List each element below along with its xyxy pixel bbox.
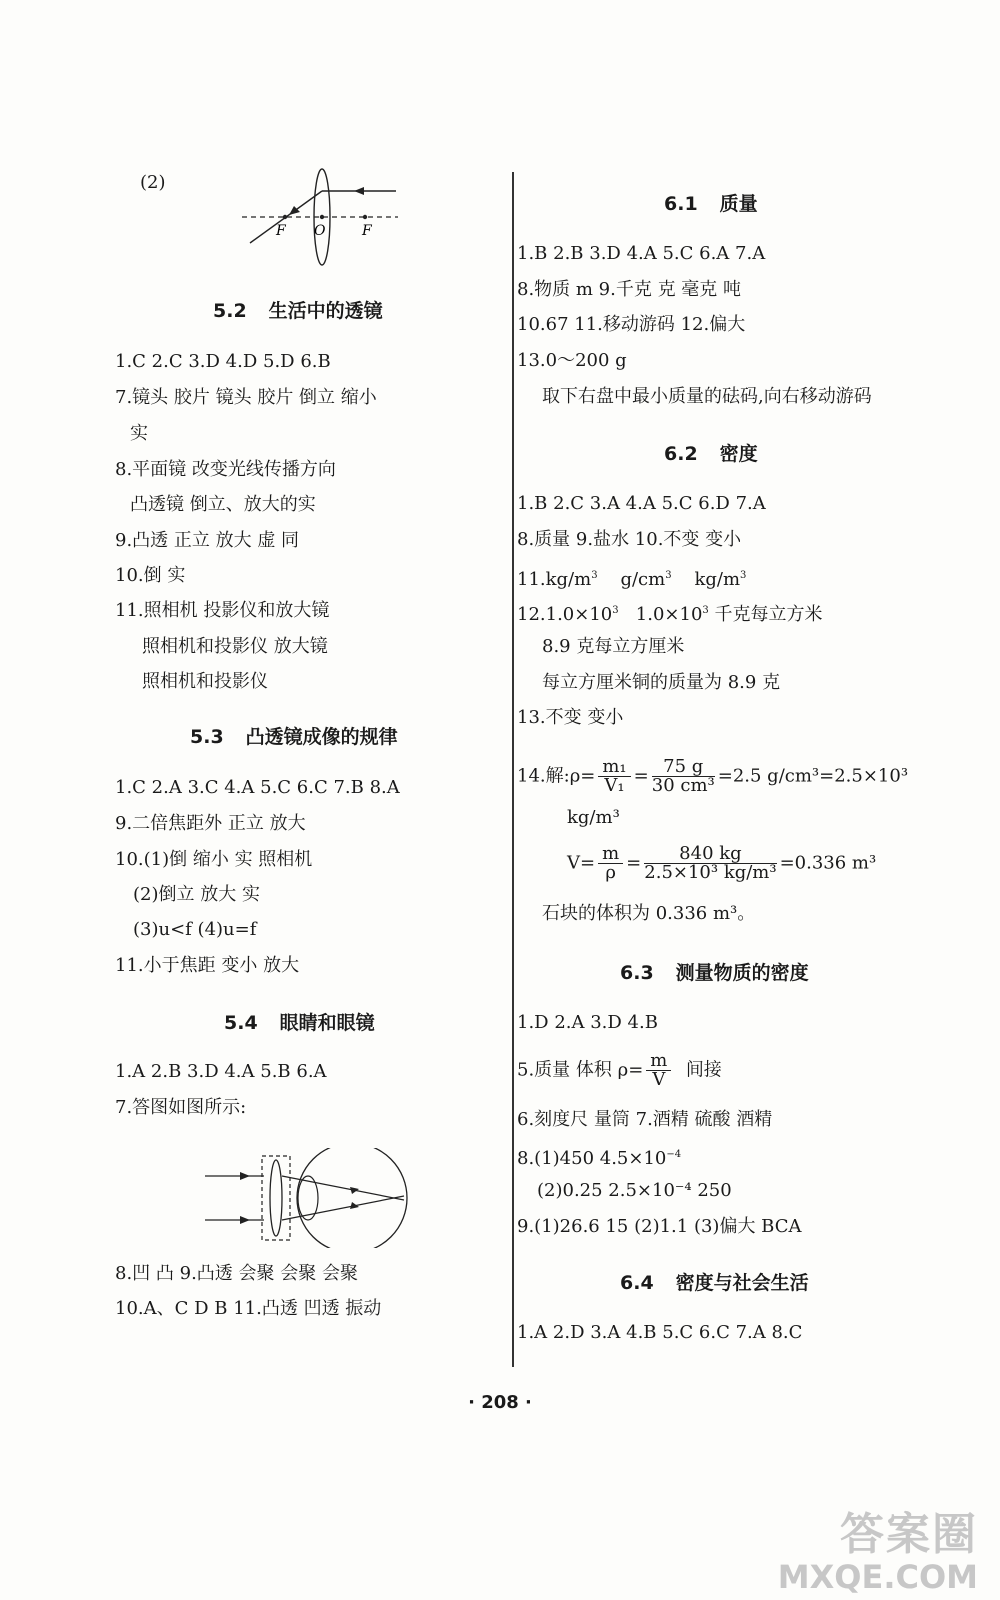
- answer-line: 6.刻度尺 量筒 7.酒精 硫酸 酒精: [517, 1109, 773, 1130]
- answer-line-5: 5.质量 体积 ρ= $\frac{m}{V}$ 间接: [517, 1050, 722, 1090]
- answer-line: 1.B 2.B 3.D 4.A 5.C 6.A 7.A: [517, 243, 766, 264]
- answer-line: 9.二倍焦距外 正立 放大: [115, 813, 306, 834]
- answer-line: 1.D 2.A 3.D 4.B: [517, 1012, 658, 1033]
- answer-line-14-volume: V= $\frac{m}{\rho}$ = $\frac{840 kg}{\text{2.5×10³ kg/m³}}$ =0.336 m³: [567, 843, 877, 883]
- answer-line: 取下右盘中最小质量的砝码,向右移动游码: [542, 386, 872, 407]
- answer-line: 11.小于焦距 变小 放大: [115, 955, 300, 976]
- answer-line: 10.67 11.移动游码 12.偏大: [517, 314, 746, 335]
- answer-line: (2)0.25 2.5×10⁻⁴ 250: [537, 1180, 732, 1201]
- answer-line: 1.C 2.C 3.D 4.D 5.D 6.B: [115, 351, 331, 372]
- section-heading-5-3: 5.3 凸透镜成像的规律: [190, 726, 398, 748]
- answer-line: 7.答图如图所示:: [115, 1097, 247, 1118]
- answer-line: 13.0～200 g: [517, 350, 627, 371]
- answer-line: 9.(1)26.6 15 (2)1.1 (3)偏大 BCA: [517, 1216, 802, 1237]
- answer-line: 8.平面镜 改变光线传播方向: [115, 459, 336, 480]
- answer-line: 1.A 2.D 3.A 4.B 5.C 6.C 7.A 8.C: [517, 1322, 803, 1343]
- answer-line: 1.A 2.B 3.D 4.A 5.B 6.A: [115, 1061, 327, 1082]
- answer-line-8: 8.(1)450 $4.5\times 10^{-4}$: [517, 1148, 682, 1169]
- answer-line: 10.倒 实: [115, 565, 186, 586]
- answer-line: 8.9 克每立方厘米: [542, 636, 685, 657]
- answer-line: 实: [130, 423, 148, 444]
- answer-line-14-unit: kg/m³: [567, 807, 620, 828]
- column-divider: [512, 172, 514, 1367]
- section-heading-6-1: 6.1 质量: [664, 193, 758, 215]
- section-heading-5-2: 5.2 生活中的透镜: [213, 300, 383, 322]
- section-heading-5-4: 5.4 眼睛和眼镜: [224, 1012, 375, 1034]
- answer-line: 1.B 2.C 3.A 4.A 5.C 6.D 7.A: [517, 493, 766, 514]
- answer-line: 凸透镜 倒立、放大的实: [130, 494, 316, 515]
- page-number: · 208 ·: [468, 1392, 532, 1413]
- convex-lens-diagram: [238, 165, 403, 270]
- answer-line: 7.镜头 胶片 镜头 胶片 倒立 缩小: [115, 387, 377, 408]
- answer-line: 8.凹 凸 9.凸透 会聚 会聚 会聚: [115, 1263, 358, 1284]
- answer-line: 1.C 2.A 3.C 4.A 5.C 6.C 7.B 8.A: [115, 777, 400, 798]
- section-heading-6-4: 6.4 密度与社会生活: [620, 1272, 809, 1294]
- eye-with-lens-diagram: [200, 1148, 415, 1248]
- answer-line: 9.凸透 正立 放大 虚 同: [115, 530, 300, 551]
- optical-center-label: O: [314, 223, 326, 239]
- answer-line: 8.物质 m 9.千克 克 毫克 吨: [517, 279, 742, 300]
- answer-line: 8.质量 9.盐水 10.不变 变小: [517, 529, 742, 550]
- focal-point-label: F: [276, 223, 286, 239]
- watermark-logo: 答案圈 MXQE.COM: [777, 1509, 978, 1596]
- answer-line: 11.照相机 投影仪和放大镜: [115, 600, 330, 621]
- answer-line: 照相机和投影仪 放大镜: [142, 636, 328, 657]
- focal-point-label: F: [362, 223, 372, 239]
- answer-line-11: $11.kg/m^3$ $g/cm^3$ $kg/m^3$: [517, 569, 747, 590]
- section-heading-6-3: 6.3 测量物质的密度: [620, 962, 809, 984]
- answer-line: 10.A、C D B 11.凸透 凹透 振动: [115, 1298, 382, 1319]
- answer-line: (2)倒立 放大 实: [133, 884, 260, 905]
- section-heading-6-2: 6.2 密度: [664, 443, 758, 465]
- answer-line: (3)u<f (4)u=f: [133, 919, 257, 940]
- answer-line: 每立方厘米铜的质量为 8.9 克: [542, 672, 781, 693]
- answer-line: 10.(1)倒 缩小 实 照相机: [115, 849, 313, 870]
- figure-label: (2): [140, 172, 166, 193]
- answer-line: 13.不变 变小: [517, 707, 624, 728]
- answer-line-12: $12.1.0\times 10^3$ $1.0\times 10^3$ 千克每立方米: [517, 604, 823, 625]
- answer-line-14: 14.解:ρ= $\frac{\text{m₁}}{\text{V₁}}$ = $\frac{75 g}{\text{30 cm³}}$ =2.5 g/cm³=2.5×10³: [517, 756, 909, 796]
- answer-line: 石块的体积为 0.336 m³。: [542, 903, 756, 924]
- answer-line: 照相机和投影仪: [142, 671, 268, 692]
